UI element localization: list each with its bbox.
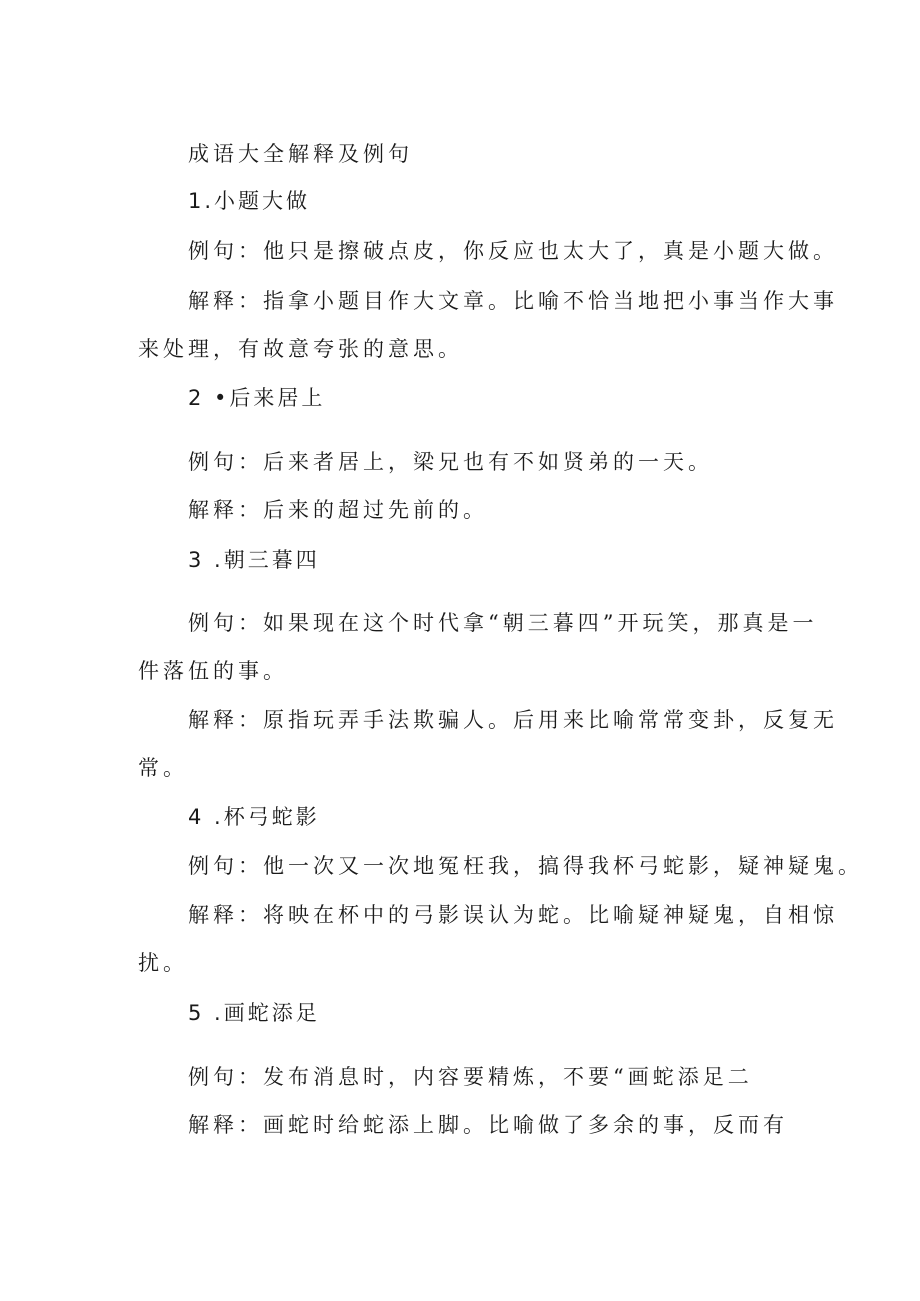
explanation-1-line-1: 解释：指拿小题目作大文章。比喻不恰当地把小事当作大事 — [188, 289, 838, 313]
example-5: 例句：发布消息时，内容要精炼，不要“画蛇添足二 — [188, 1065, 753, 1089]
example-4: 例句：他一次又一次地冤枉我，搞得我杯弓蛇影，疑神疑鬼。 — [188, 854, 863, 878]
example-3-line-2: 件落伍的事。 — [138, 659, 288, 683]
explanation-3-line-2: 常。 — [138, 756, 188, 780]
idiom-heading-5: 5 .画蛇添足 — [188, 1001, 320, 1025]
explanation-3-line-1: 解释：原指玩弄手法欺骗人。后用来比喻常常变卦，反复无 — [188, 708, 838, 732]
example-1: 例句：他只是擦破点皮，你反应也太大了，真是小题大做。 — [188, 239, 838, 263]
explanation-5-line-1: 解释：画蛇时给蛇添上脚。比喻做了多余的事，反而有 — [188, 1113, 788, 1137]
idiom-heading-4: 4 .杯弓蛇影 — [188, 805, 320, 829]
example-2: 例句：后来者居上，梁兄也有不如贤弟的一天。 — [188, 450, 713, 474]
idiom-heading-1: 1.小题大做 — [188, 189, 311, 213]
idiom-heading-3: 3 .朝三暮四 — [188, 548, 320, 572]
explanation-1-line-2: 来处理，有故意夸张的意思。 — [138, 337, 463, 361]
explanation-4-line-1: 解释：将映在杯中的弓影误认为蛇。比喻疑神疑鬼，自相惊 — [188, 903, 838, 927]
explanation-4-line-2: 扰。 — [138, 951, 188, 975]
example-3-line-1: 例句：如果现在这个时代拿“朝三暮四”开玩笑，那真是一 — [188, 611, 818, 635]
document-title: 成语大全解释及例句 — [188, 142, 413, 166]
idiom-heading-2: 2 •后来居上 — [188, 386, 326, 410]
explanation-2-line-1: 解释：后来的超过先前的。 — [188, 498, 488, 522]
